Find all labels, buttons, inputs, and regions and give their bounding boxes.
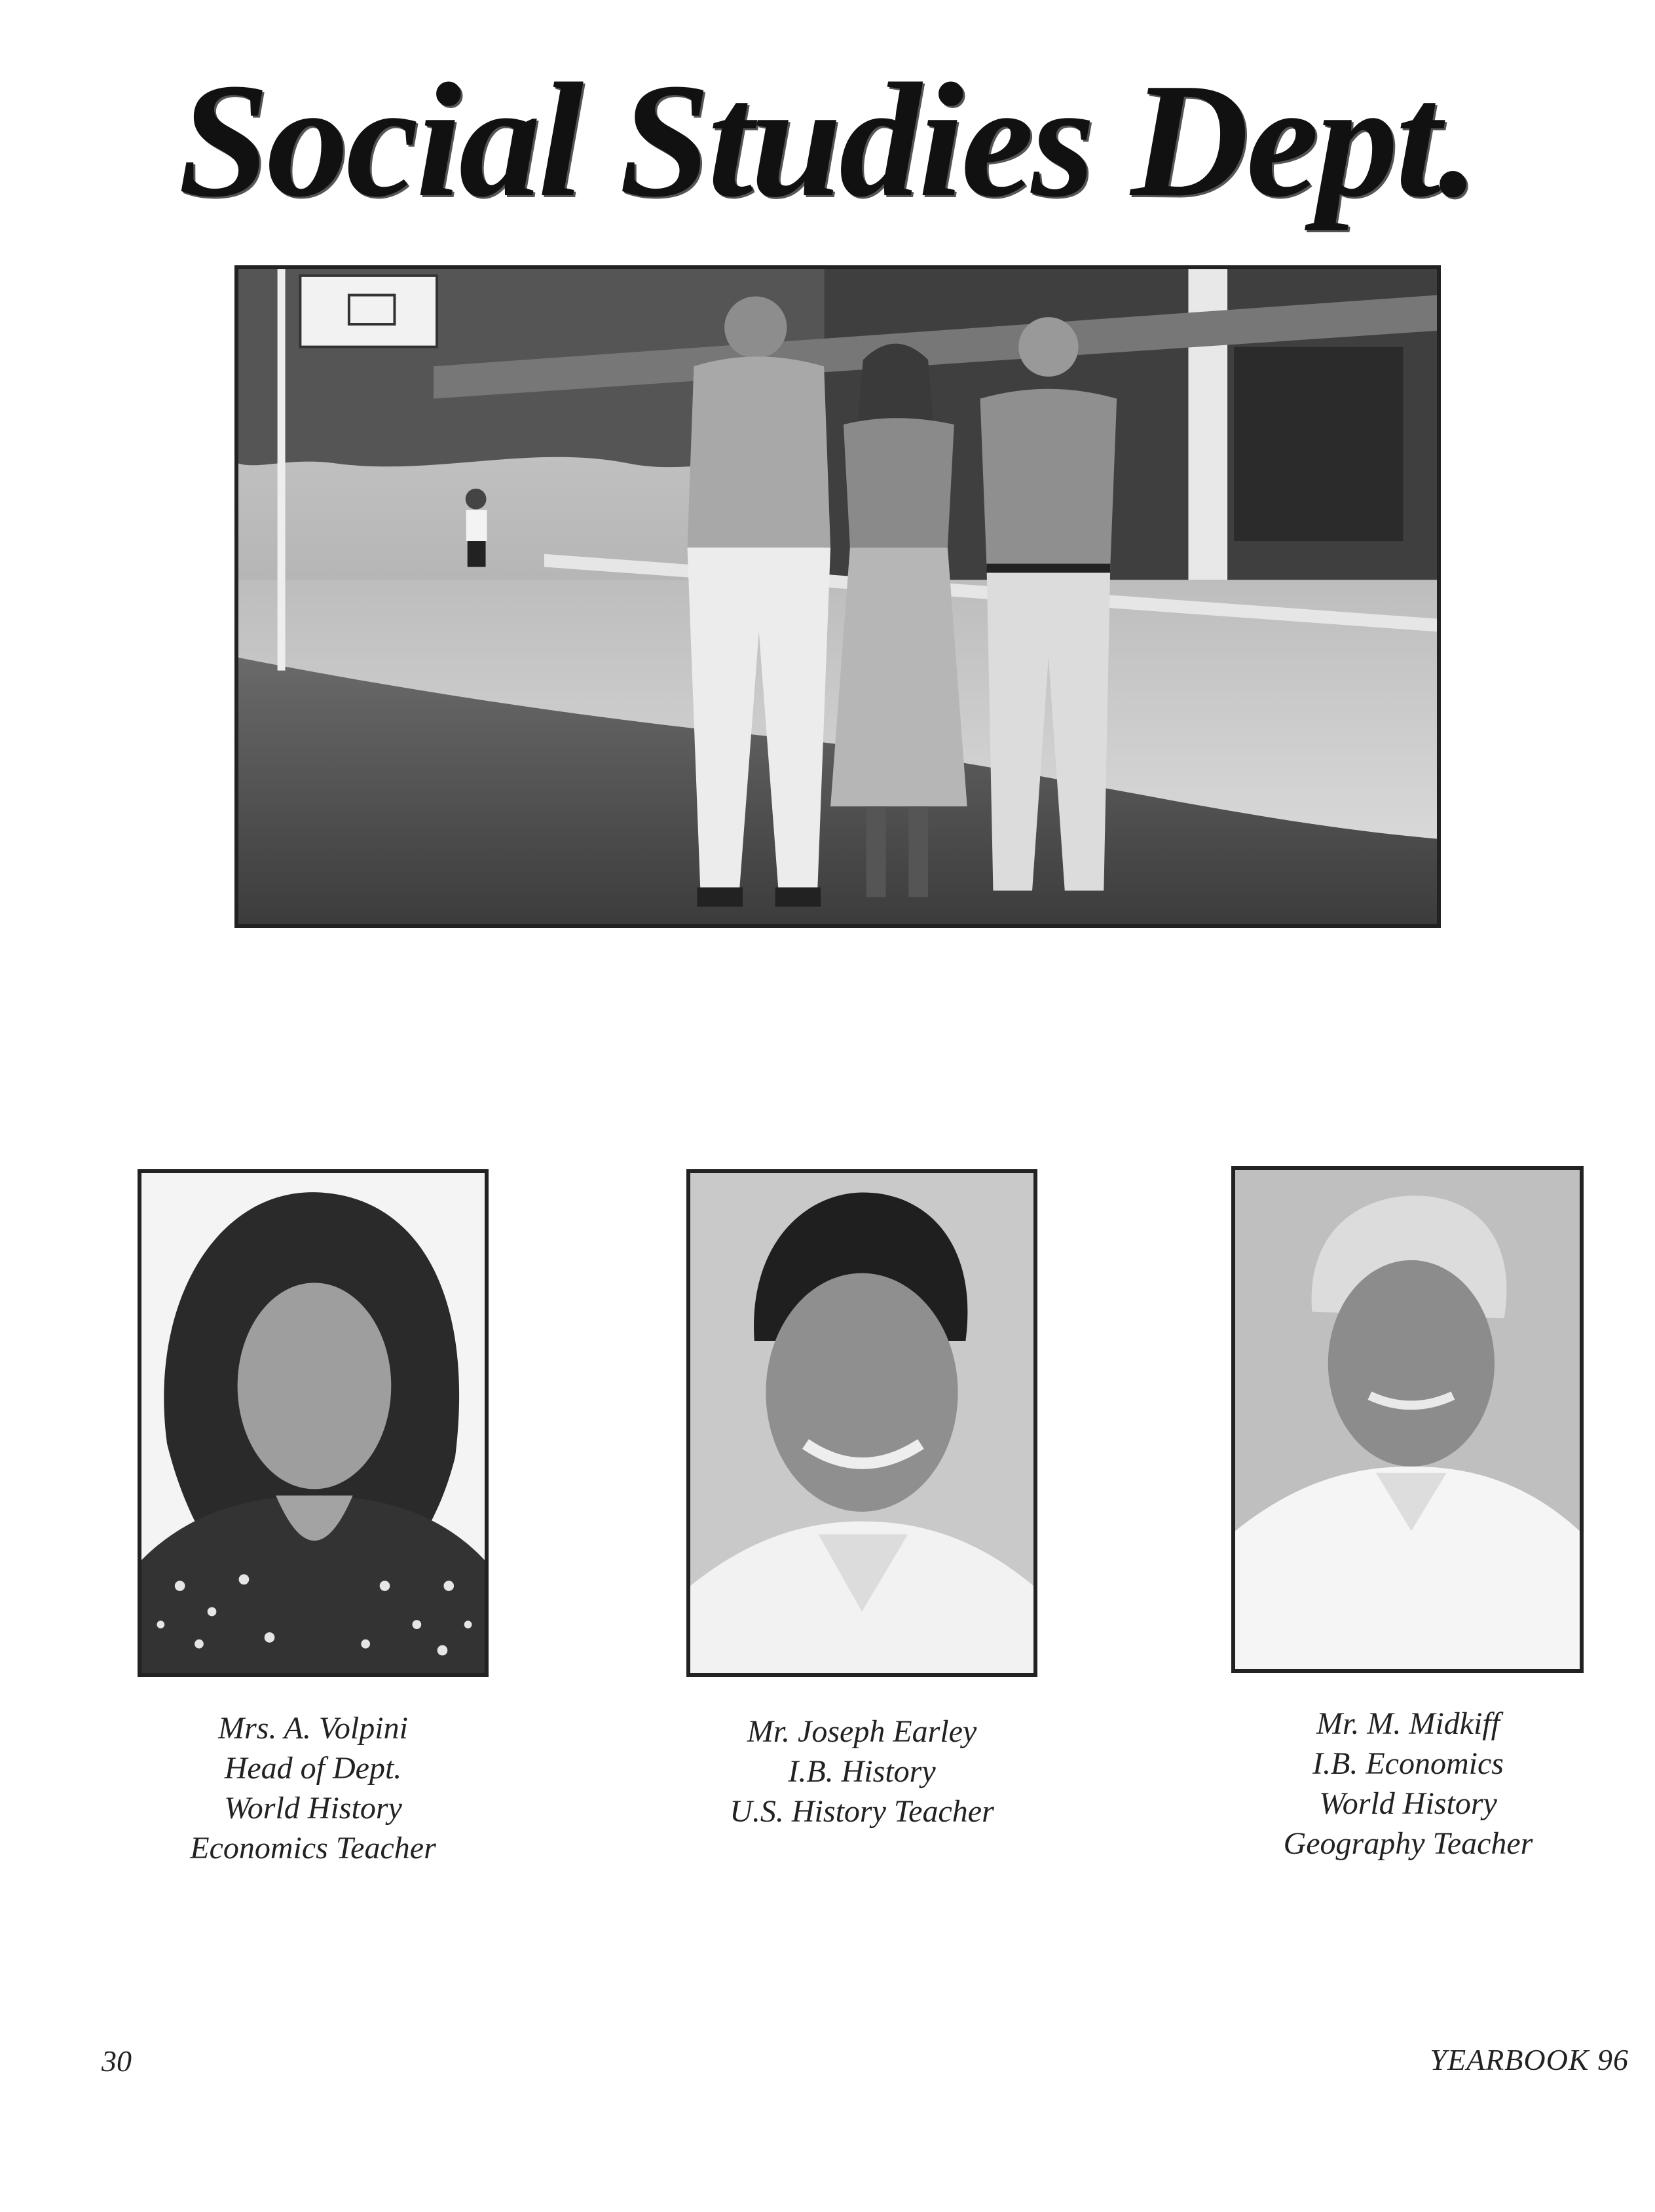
caption-line: Economics Teacher (190, 1831, 436, 1865)
caption-volpini (110, 1708, 516, 1868)
page-title: Social Studies Dept. (178, 50, 1477, 231)
page-number: 30 (102, 2044, 132, 2078)
caption-line: Geography Teacher (1283, 1826, 1533, 1861)
portrait-photo-volpini (138, 1169, 489, 1677)
caption-line: I.B. History (788, 1754, 936, 1789)
caption-line: I.B. Economics (1312, 1746, 1504, 1781)
caption-line: Head of Dept. (224, 1751, 402, 1786)
caption-line: Mr. M. Midkiff (1316, 1706, 1500, 1741)
caption-midkiff (1205, 1704, 1611, 1864)
caption-line: Mrs. A. Volpini (218, 1711, 408, 1746)
portrait-art-2 (690, 1173, 1033, 1673)
caption-line: World History (224, 1791, 402, 1826)
caption-line: U.S. History Teacher (730, 1794, 994, 1829)
caption-line: World History (1319, 1786, 1497, 1821)
group-photo-art (238, 269, 1437, 924)
caption-line: Mr. Joseph Earley (747, 1714, 977, 1749)
group-photo (234, 265, 1441, 928)
caption-earley (659, 1712, 1065, 1831)
portrait-photo-midkiff (1231, 1166, 1584, 1673)
footer-label: YEARBOOK 96 (1430, 2043, 1629, 2076)
portrait-art-1 (141, 1173, 485, 1673)
portrait-photo-earley (686, 1169, 1037, 1677)
portrait-art-3 (1235, 1170, 1580, 1669)
